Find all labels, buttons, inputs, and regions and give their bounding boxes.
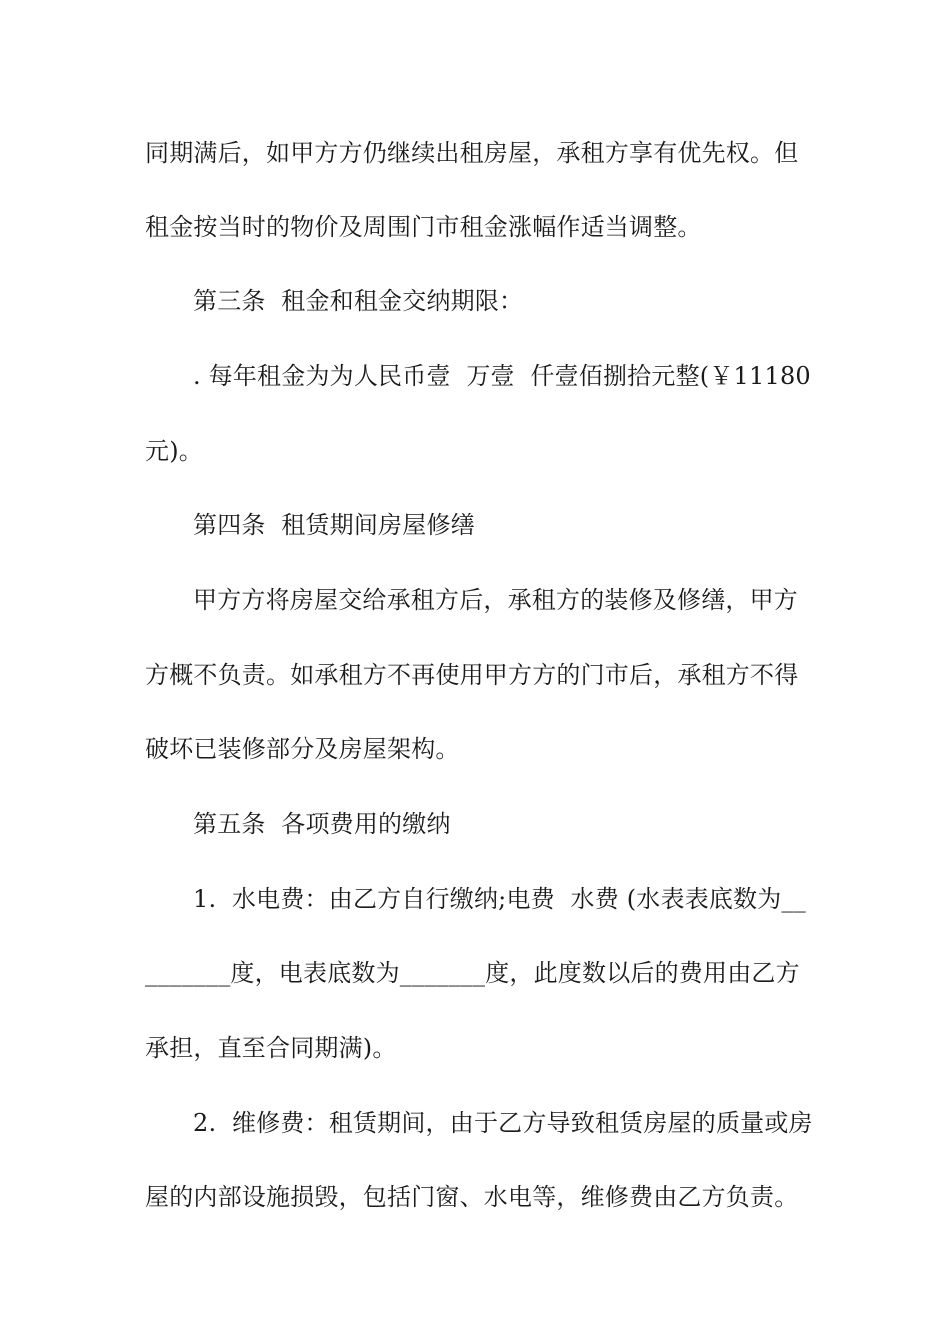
text-line: 同期满后，如甲方方仍继续出租房屋，承租方享有优先权。但 <box>145 139 799 167</box>
section-heading-article-5: 第五条 各项费用的缴纳 <box>193 810 451 838</box>
text-line: _______度，电表底数为_______度，此度数以后的费用由乙方 <box>145 959 800 987</box>
text-line: 2. 维修费：租赁期间，由于乙方导致租赁房屋的质量或房 <box>193 1109 813 1137</box>
text-line: 租金按当时的物价及周围门市租金涨幅作适当调整。 <box>145 213 702 241</box>
section-heading-article-4: 第四条 租赁期间房屋修缮 <box>193 511 475 539</box>
text-line: 元)。 <box>145 437 203 465</box>
text-line: . 每年租金为为人民币壹 万壹 仟壹佰捌拾元整(￥11180 <box>193 362 811 390</box>
text-line: 屋的内部设施损毁，包括门窗、水电等，维修费由乙方负责。 <box>145 1183 799 1211</box>
text-line: 方概不负责。如承租方不再使用甲方方的门市后，承租方不得 <box>145 661 799 689</box>
text-line: 承担，直至合同期满)。 <box>145 1034 397 1062</box>
text-line: 1. 水电费：由乙方自行缴纳;电费 水费 (水表表底数为__ <box>193 885 806 913</box>
text-line: 甲方方将房屋交给承租方后，承租方的装修及修缮，甲方 <box>193 586 798 614</box>
text-line: 破坏已装修部分及房屋架构。 <box>145 735 460 763</box>
section-heading-article-3: 第三条 租金和租金交纳期限： <box>193 287 524 315</box>
